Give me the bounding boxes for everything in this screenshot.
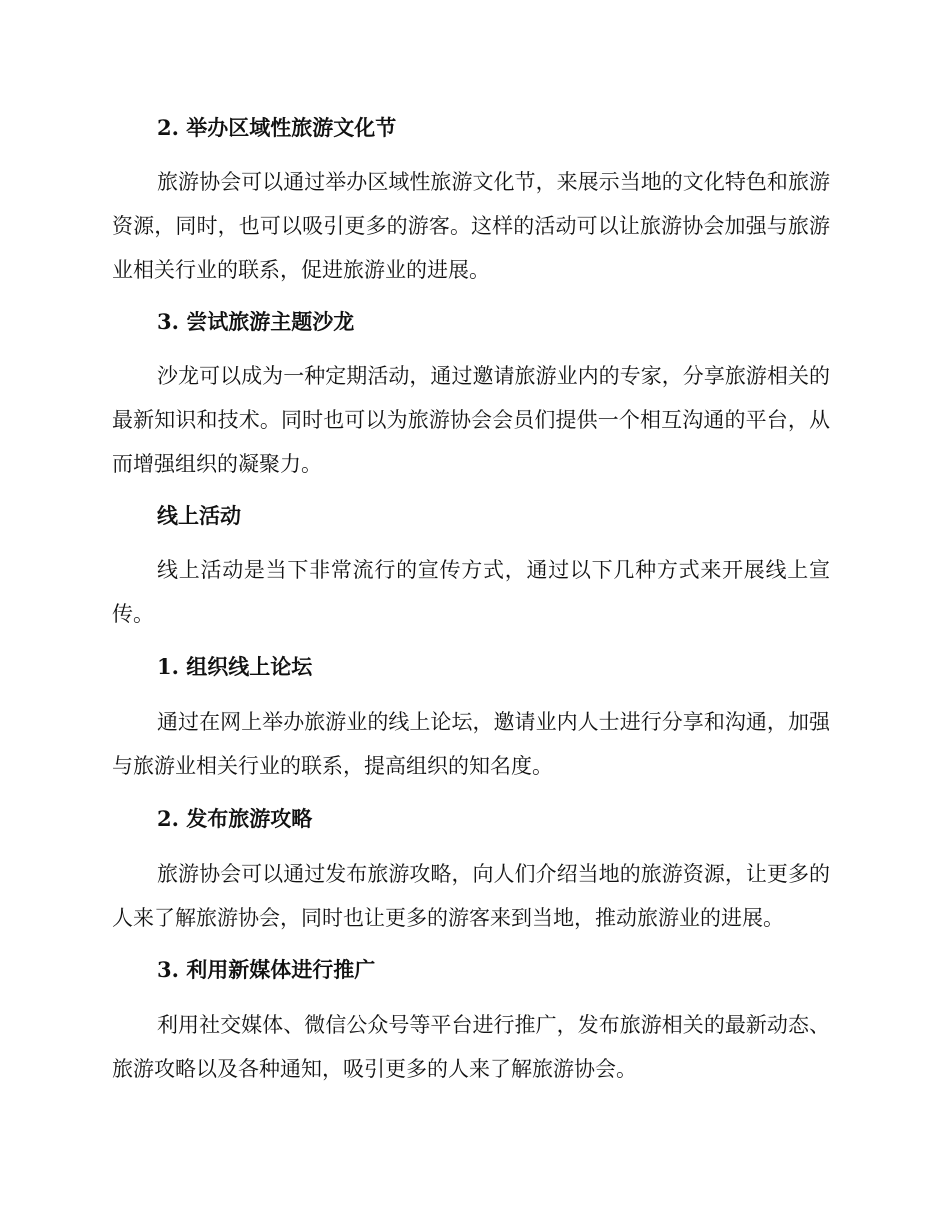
paragraph-travel-guide: 旅游协会可以通过发布旅游攻略，向人们介绍当地的旅游资源，让更多的人来了解旅游协会，同时也让更多的游客来到当地，推动旅游业的进展。 <box>112 862 830 930</box>
paragraph-online-activities: 线上活动是当下非常流行的宣传方式，通过以下几种方式来开展线上宣传。 <box>112 558 830 626</box>
paragraph-salon: 沙龙可以成为一种定期活动，通过邀请旅游业内的专家，分享旅游相关的最新知识和技术。同时也可以为旅游协会会员们提供一个相互沟通的平台，从而增强组织的凝聚力。 <box>112 364 830 476</box>
section-heading-travel-guide: 2. 发布旅游攻略 <box>157 806 313 831</box>
section-heading-online-forum: 1. 组织线上论坛 <box>157 654 313 679</box>
section-heading-new-media: 3. 利用新媒体进行推广 <box>157 957 376 982</box>
section-heading-online-activities: 线上活动 <box>157 503 241 528</box>
section-heading-cultural-festival: 2. 举办区域性旅游文化节 <box>157 115 397 140</box>
paragraph-new-media: 利用社交媒体、微信公众号等平台进行推广，发布旅游相关的最新动态、旅游攻略以及各种通知，吸引更多的人来了解旅游协会。 <box>112 1013 830 1081</box>
section-heading-salon: 3. 尝试旅游主题沙龙 <box>157 309 355 334</box>
paragraph-cultural-festival: 旅游协会可以通过举办区域性旅游文化节，来展示当地的文化特色和旅游资源，同时，也可以吸引更多的游客。这样的活动可以让旅游协会加强与旅游业相关行业的联系，促进旅游业的进展。 <box>112 170 830 282</box>
paragraph-online-forum: 通过在网上举办旅游业的线上论坛，邀请业内人士进行分享和沟通，加强与旅游业相关行业的联系，提高组织的知名度。 <box>112 710 830 778</box>
